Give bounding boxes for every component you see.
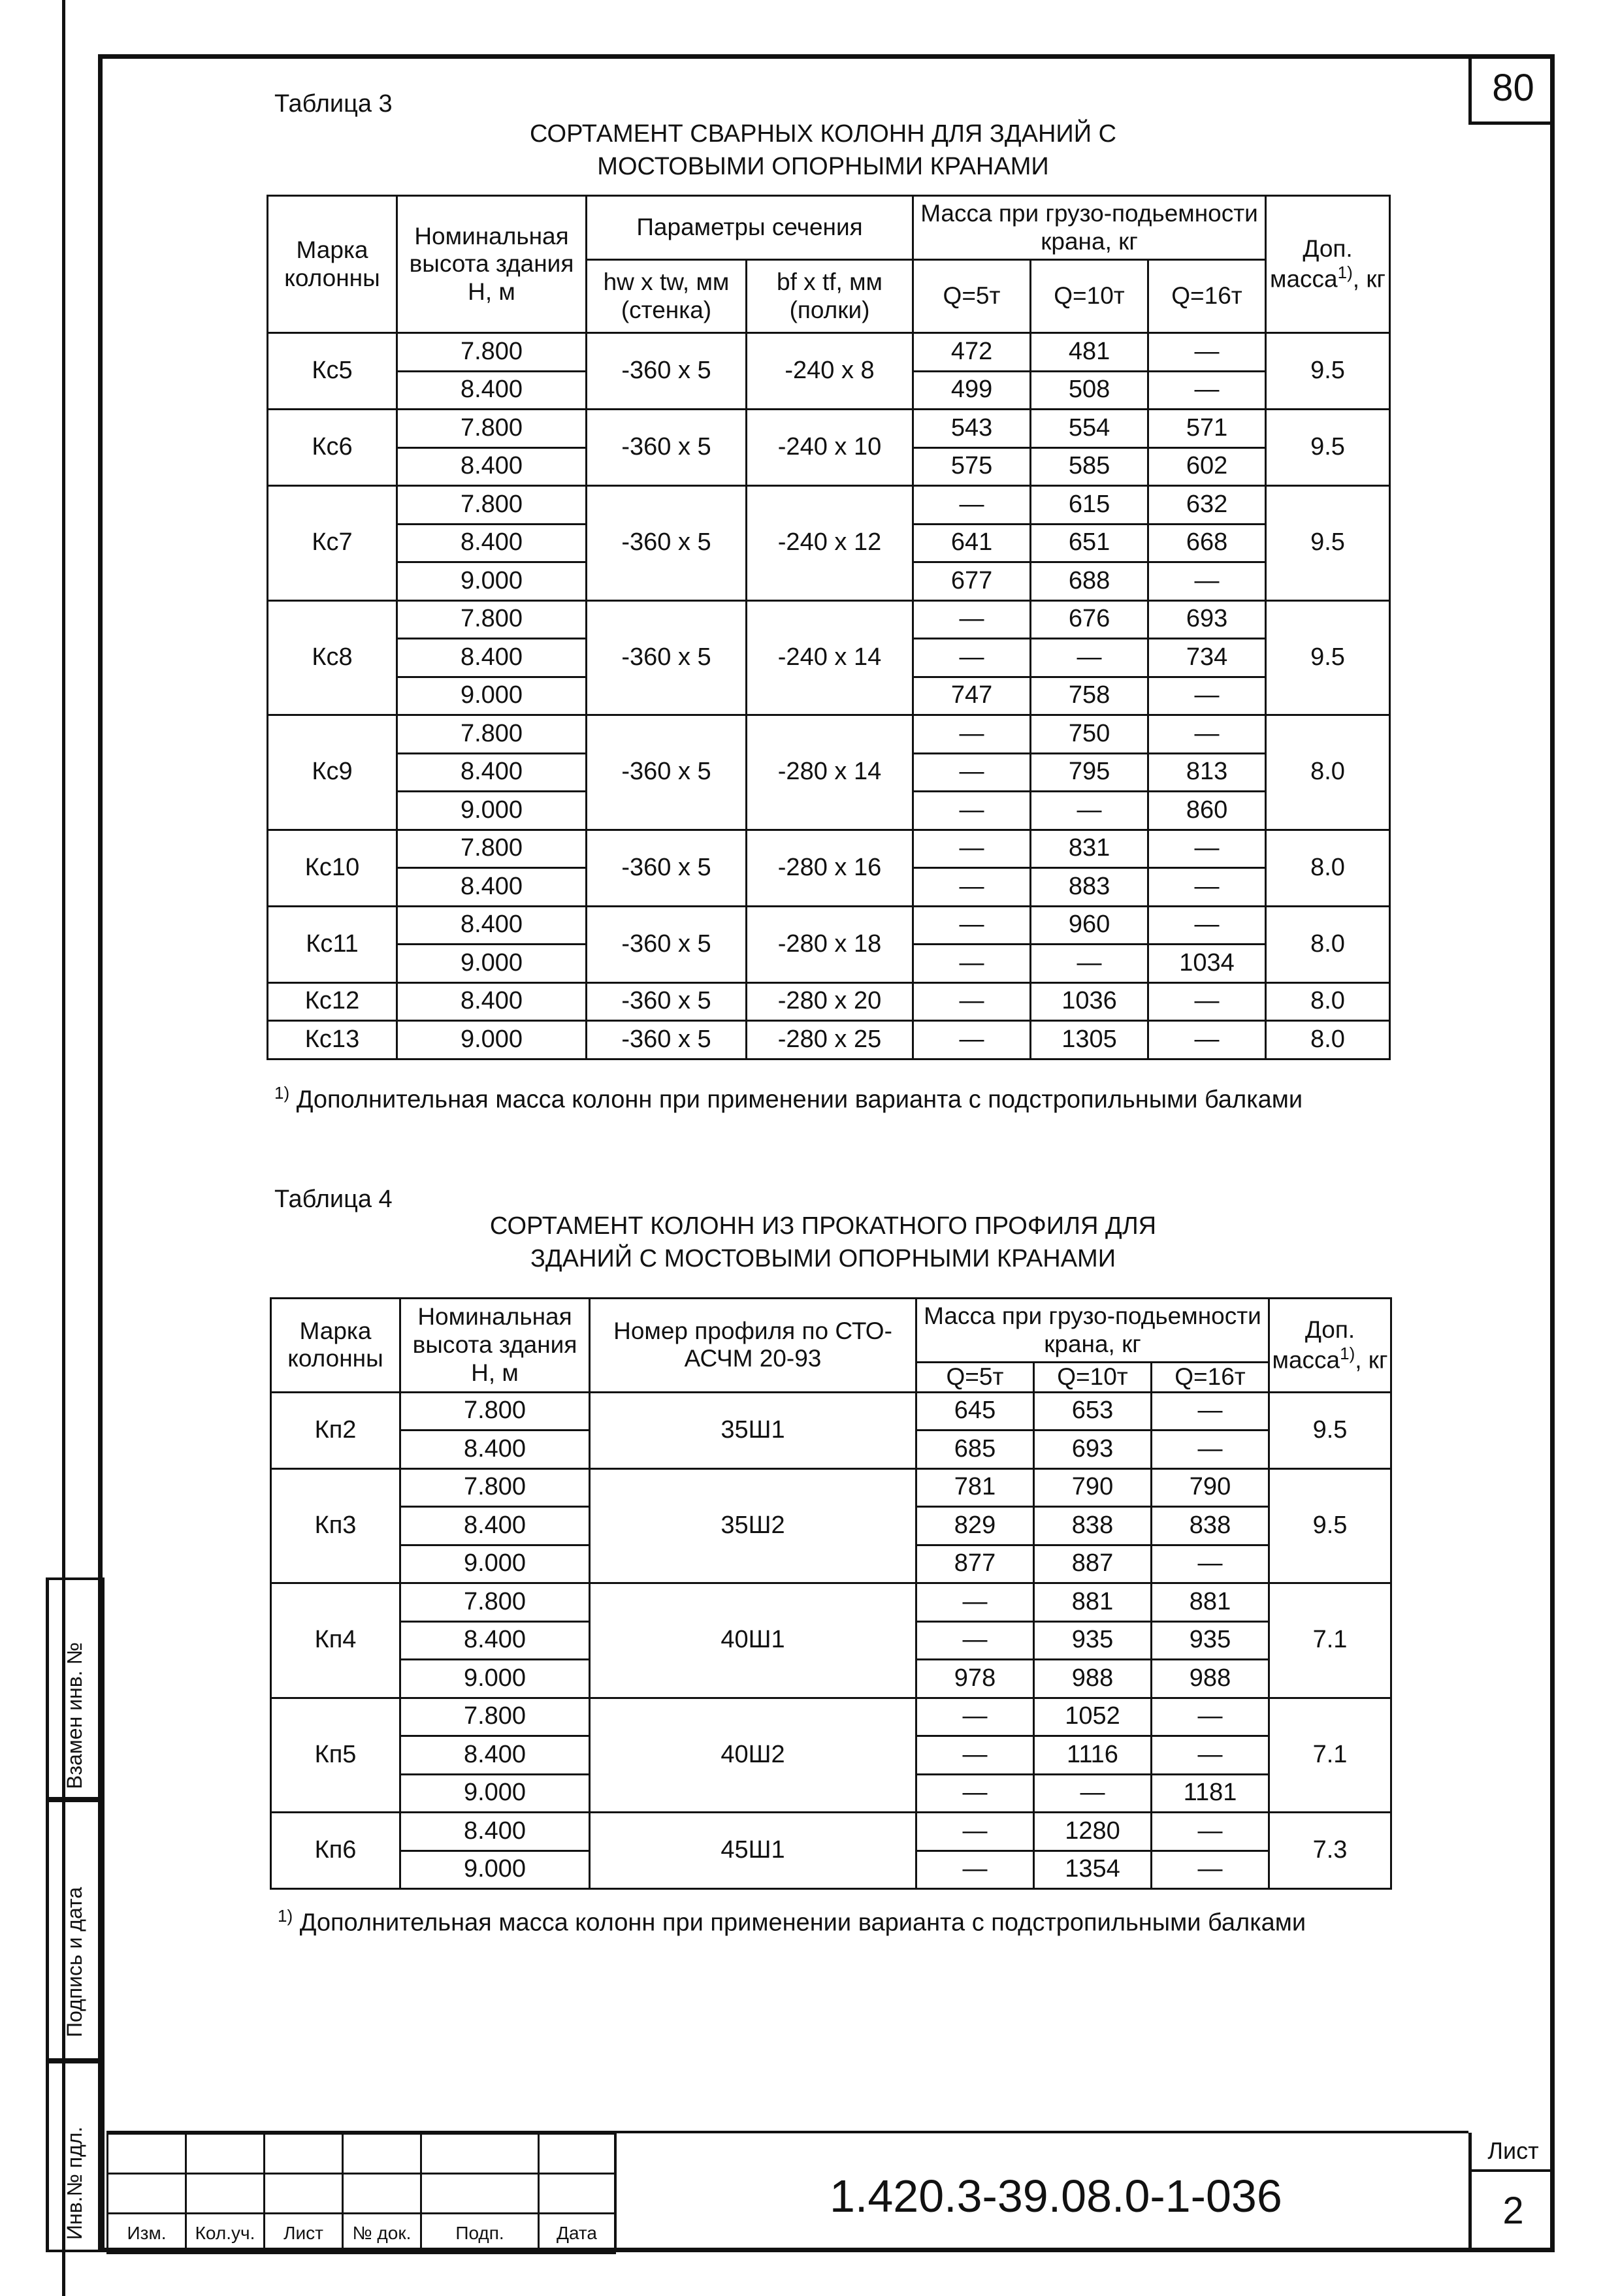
stamp-cell bbox=[186, 2134, 265, 2174]
stamp-cell bbox=[343, 2174, 421, 2214]
table4-q5-cell: — bbox=[916, 1774, 1034, 1813]
stamp-col-doc: № док. bbox=[343, 2214, 421, 2254]
table3-height-cell: 8.400 bbox=[397, 982, 587, 1021]
table3-q10-cell: — bbox=[1031, 945, 1148, 983]
table4-height-cell: 7.800 bbox=[400, 1392, 590, 1431]
table4-q16-cell: 1181 bbox=[1152, 1774, 1269, 1813]
table4-extra-cell: 7.1 bbox=[1269, 1698, 1391, 1813]
table3-web-cell: -360 x 5 bbox=[587, 906, 747, 982]
table3-extra-cell: 9.5 bbox=[1266, 486, 1390, 601]
table3-web-cell: -360 x 5 bbox=[587, 486, 747, 601]
table3-q5-cell: — bbox=[913, 868, 1031, 907]
table3-q5-cell: 499 bbox=[913, 371, 1031, 410]
table4-q16-cell: — bbox=[1152, 1698, 1269, 1736]
table3-q5-cell: — bbox=[913, 830, 1031, 868]
table3-height-cell: 8.400 bbox=[397, 524, 587, 562]
table3-flange-cell: -280 x 18 bbox=[747, 906, 913, 982]
table4-q16-cell: — bbox=[1152, 1545, 1269, 1583]
table3-q5-cell: — bbox=[913, 639, 1031, 677]
table4-q5-cell: — bbox=[916, 1851, 1034, 1889]
table3-flange-cell: -240 x 8 bbox=[747, 333, 913, 410]
table3-mark-cell: Кс12 bbox=[268, 982, 397, 1021]
table3-q16-cell: — bbox=[1148, 371, 1266, 410]
table4-header-mark: Марка колонны bbox=[271, 1299, 400, 1393]
table3-q10-cell: 585 bbox=[1031, 447, 1148, 486]
table3-q16-cell: 1034 bbox=[1148, 945, 1266, 983]
stamp-col-sign: Подп. bbox=[421, 2214, 539, 2254]
table4-q16-cell: 935 bbox=[1152, 1621, 1269, 1660]
table3-mark-cell: Кс10 bbox=[268, 830, 397, 906]
table3-q5-cell: — bbox=[913, 906, 1031, 945]
table3-header-flange bbox=[747, 260, 913, 333]
table4-mark-cell: Кп3 bbox=[271, 1468, 400, 1583]
table4-q5-cell: 978 bbox=[916, 1660, 1034, 1698]
stamp-cell bbox=[421, 2174, 539, 2214]
table3-header-extra-sup: 1) bbox=[1337, 262, 1353, 282]
table3-q10-cell: 831 bbox=[1031, 830, 1148, 868]
table4-extra-cell: 7.1 bbox=[1269, 1583, 1391, 1698]
stamp-cell bbox=[108, 2134, 186, 2174]
table3-q10-cell: 795 bbox=[1031, 753, 1148, 792]
table4-height-cell: 9.000 bbox=[400, 1774, 590, 1813]
table4-mark-cell: Кп2 bbox=[271, 1392, 400, 1468]
table3-q16-cell: — bbox=[1148, 868, 1266, 907]
table3-height-cell: 9.000 bbox=[397, 945, 587, 983]
left-stamp-replace-label: Взамен инв. № bbox=[63, 1642, 86, 1789]
stamp-col-kol: Кол.уч. bbox=[186, 2214, 265, 2254]
stamp-col-list: Лист bbox=[265, 2214, 343, 2254]
table4-height-cell: 8.400 bbox=[400, 1431, 590, 1469]
table3-extra-cell: 9.5 bbox=[1266, 410, 1390, 486]
table3-header-mark: Марка колонны bbox=[268, 196, 397, 333]
left-stamp-inv-cell bbox=[46, 2061, 105, 2252]
table3-q5-cell: — bbox=[913, 982, 1031, 1021]
table4-q16-cell: — bbox=[1152, 1851, 1269, 1889]
table3-height-cell: 7.800 bbox=[397, 333, 587, 372]
table4-profile-cell: 40Ш2 bbox=[590, 1698, 916, 1813]
stamp-cell bbox=[539, 2174, 615, 2214]
table3-height-cell: 7.800 bbox=[397, 410, 587, 448]
table3-height-cell: 9.000 bbox=[397, 792, 587, 830]
table3-mark-cell: Кс13 bbox=[268, 1021, 397, 1059]
table3-header-flange-note: (полки) bbox=[789, 296, 870, 323]
table3-extra-cell: 8.0 bbox=[1266, 715, 1390, 830]
table3-q16-cell: 632 bbox=[1148, 486, 1266, 525]
table3-height-cell: 8.400 bbox=[397, 753, 587, 792]
table4-row bbox=[271, 1392, 1391, 1431]
table3-mark-cell: Кс11 bbox=[268, 906, 397, 982]
table3-q10-cell: 676 bbox=[1031, 600, 1148, 639]
table3-q16-cell: 734 bbox=[1148, 639, 1266, 677]
table3-label: Таблица 3 bbox=[274, 90, 393, 118]
table3-q5-cell: — bbox=[913, 715, 1031, 754]
table3-q16-cell: — bbox=[1148, 677, 1266, 715]
table4-q10-cell: 935 bbox=[1034, 1621, 1152, 1660]
table3-q16-cell: 668 bbox=[1148, 524, 1266, 562]
table3-header-web-dims: hw x tw, мм bbox=[603, 268, 730, 295]
stamp-cell bbox=[421, 2134, 539, 2174]
table3-row bbox=[268, 715, 1390, 754]
table4-row bbox=[271, 1583, 1391, 1622]
table3-q10-cell: — bbox=[1031, 792, 1148, 830]
table4-height-cell: 9.000 bbox=[400, 1660, 590, 1698]
table4-header-profile: Номер профиля по СТО-АСЧМ 20-93 bbox=[590, 1299, 916, 1393]
table4-header-extra bbox=[1269, 1299, 1391, 1393]
table3-web-cell: -360 x 5 bbox=[587, 715, 747, 830]
table3-q10-cell: — bbox=[1031, 639, 1148, 677]
table3-web-cell: -360 x 5 bbox=[587, 600, 747, 715]
table4-q5-cell: 877 bbox=[916, 1545, 1034, 1583]
table3-header-flange-dims: bf x tf, мм bbox=[777, 268, 883, 295]
stamp-cell bbox=[265, 2174, 343, 2214]
table3-header-q16: Q=16т bbox=[1148, 260, 1266, 333]
table3-header-q5: Q=5т bbox=[913, 260, 1031, 333]
table4-q16-cell: 988 bbox=[1152, 1660, 1269, 1698]
table3-header-extra bbox=[1266, 196, 1390, 333]
table4-height-cell: 9.000 bbox=[400, 1851, 590, 1889]
table4-header-extra-sup: 1) bbox=[1340, 1343, 1355, 1363]
table3-q10-cell: 1305 bbox=[1031, 1021, 1148, 1059]
table3-height-cell: 9.000 bbox=[397, 677, 587, 715]
table4-q16-cell: — bbox=[1152, 1813, 1269, 1851]
left-stamp bbox=[46, 1577, 105, 2252]
table3-extra-cell: 9.5 bbox=[1266, 600, 1390, 715]
table3-row bbox=[268, 410, 1390, 448]
table4-q10-cell: 988 bbox=[1034, 1660, 1152, 1698]
table3-web-cell: -360 x 5 bbox=[587, 1021, 747, 1059]
table3-q10-cell: 651 bbox=[1031, 524, 1148, 562]
table3-q5-cell: 472 bbox=[913, 333, 1031, 372]
table3-q16-cell: — bbox=[1148, 1021, 1266, 1059]
table3-mark-cell: Кс8 bbox=[268, 600, 397, 715]
table4-q5-cell: — bbox=[916, 1736, 1034, 1775]
table3-q10-cell: 960 bbox=[1031, 906, 1148, 945]
table4-height-cell: 7.800 bbox=[400, 1698, 590, 1736]
table3-header-q10: Q=10т bbox=[1031, 260, 1148, 333]
table4-header-q10: Q=10т bbox=[1034, 1363, 1152, 1393]
table3-extra-cell: 9.5 bbox=[1266, 333, 1390, 410]
table3-mark-cell: Кс7 bbox=[268, 486, 397, 601]
table3-height-cell: 7.800 bbox=[397, 830, 587, 868]
table4-q5-cell: 685 bbox=[916, 1431, 1034, 1469]
table3-header-extra-text: Доп. масса bbox=[1270, 235, 1353, 293]
table3-flange-cell: -280 x 25 bbox=[747, 1021, 913, 1059]
table3-title: СОРТАМЕНТ СВАРНЫХ КОЛОНН ДЛЯ ЗДАНИЙ С МОСТОВЫМИ ОПОРНЫМИ КРАНАМИ bbox=[529, 120, 1117, 180]
table3-web-cell: -360 x 5 bbox=[587, 982, 747, 1021]
table3-flange-cell: -280 x 20 bbox=[747, 982, 913, 1021]
table3-q16-cell: — bbox=[1148, 982, 1266, 1021]
table3-q10-cell: 750 bbox=[1031, 715, 1148, 754]
table4-q5-cell: 781 bbox=[916, 1468, 1034, 1507]
table3-web-cell: -360 x 5 bbox=[587, 333, 747, 410]
table4-footnote bbox=[278, 1906, 1306, 1937]
table3-q10-cell: 688 bbox=[1031, 562, 1148, 601]
table3-flange-cell: -240 x 12 bbox=[747, 486, 913, 601]
table4-q5-cell: 645 bbox=[916, 1392, 1034, 1431]
table4-q10-cell: 1116 bbox=[1034, 1736, 1152, 1775]
table3-height-cell: 7.800 bbox=[397, 600, 587, 639]
table3-q16-cell: — bbox=[1148, 830, 1266, 868]
table4-mark-cell: Кп6 bbox=[271, 1813, 400, 1889]
table3-row bbox=[268, 830, 1390, 868]
table3-flange-cell: -280 x 16 bbox=[747, 830, 913, 906]
table4-q10-cell: 887 bbox=[1034, 1545, 1152, 1583]
table4-q5-cell: — bbox=[916, 1583, 1034, 1622]
page-number: 80 bbox=[1468, 54, 1555, 125]
table4-q16-cell: — bbox=[1152, 1392, 1269, 1431]
table4-extra-cell: 7.3 bbox=[1269, 1813, 1391, 1889]
table4 bbox=[270, 1297, 1392, 1890]
table3-row bbox=[268, 333, 1390, 372]
table4-profile-cell: 45Ш1 bbox=[590, 1813, 916, 1889]
table3-height-cell: 8.400 bbox=[397, 868, 587, 907]
table4-q10-cell: 881 bbox=[1034, 1583, 1152, 1622]
table3-q5-cell: — bbox=[913, 753, 1031, 792]
table3-header-web bbox=[587, 260, 747, 333]
table4-profile-cell: 35Ш2 bbox=[590, 1468, 916, 1583]
table3-extra-cell: 8.0 bbox=[1266, 1021, 1390, 1059]
left-stamp-inv-label: Инв.№ пдл. bbox=[63, 2126, 86, 2240]
table4-q5-cell: — bbox=[916, 1813, 1034, 1851]
table3-q10-cell: 615 bbox=[1031, 486, 1148, 525]
table3-q16-cell: 693 bbox=[1148, 600, 1266, 639]
table4-row bbox=[271, 1468, 1391, 1507]
table4-q10-cell: 1354 bbox=[1034, 1851, 1152, 1889]
table4-height-cell: 8.400 bbox=[400, 1621, 590, 1660]
table3-q10-cell: 883 bbox=[1031, 868, 1148, 907]
table3-row bbox=[268, 906, 1390, 945]
table3-extra-cell: 8.0 bbox=[1266, 906, 1390, 982]
table4-height-cell: 9.000 bbox=[400, 1545, 590, 1583]
table4-extra-cell: 9.5 bbox=[1269, 1468, 1391, 1583]
table3-height-cell: 7.800 bbox=[397, 486, 587, 525]
table3-extra-cell: 8.0 bbox=[1266, 982, 1390, 1021]
table4-footnote-text: Дополнительная масса колонн при применении варианта с подстропильными балками bbox=[299, 1909, 1306, 1937]
table3-web-cell: -360 x 5 bbox=[587, 410, 747, 486]
table3-height-cell: 9.000 bbox=[397, 1021, 587, 1059]
table3-header-mass: Масса при грузо-подьемности крана, кг bbox=[913, 196, 1266, 260]
table4-q16-cell: — bbox=[1152, 1431, 1269, 1469]
table3-q16-cell: — bbox=[1148, 715, 1266, 754]
table3-header-web-note: (стенка) bbox=[621, 296, 712, 323]
table3-q5-cell: — bbox=[913, 792, 1031, 830]
document-code: 1.420.3-39.08.0-1-036 bbox=[830, 2171, 1282, 2222]
table4-q16-cell: 838 bbox=[1152, 1507, 1269, 1545]
table4-mark-cell: Кп4 bbox=[271, 1583, 400, 1698]
table4-footnote-sup: 1) bbox=[278, 1906, 293, 1926]
table3-q5-cell: — bbox=[913, 600, 1031, 639]
table4-height-cell: 8.400 bbox=[400, 1736, 590, 1775]
sheet-label: Лист bbox=[1472, 2133, 1555, 2172]
table3-row bbox=[268, 1021, 1390, 1059]
table4-q16-cell: — bbox=[1152, 1736, 1269, 1775]
table3-q10-cell: 481 bbox=[1031, 333, 1148, 372]
table3-footnote-sup: 1) bbox=[274, 1083, 290, 1103]
table3-q16-cell: — bbox=[1148, 906, 1266, 945]
table3-web-cell: -360 x 5 bbox=[587, 830, 747, 906]
table3-q5-cell: — bbox=[913, 486, 1031, 525]
left-stamp-replace-cell bbox=[46, 1577, 105, 1800]
table3-height-cell: 9.000 bbox=[397, 562, 587, 601]
table3-q5-cell: — bbox=[913, 945, 1031, 983]
table4-height-cell: 8.400 bbox=[400, 1507, 590, 1545]
table3-row bbox=[268, 982, 1390, 1021]
table3-footnote bbox=[274, 1083, 1303, 1114]
table3-row bbox=[268, 600, 1390, 639]
stamp-cell bbox=[343, 2134, 421, 2174]
table3-q5-cell: — bbox=[913, 1021, 1031, 1059]
table3-flange-cell: -280 x 14 bbox=[747, 715, 913, 830]
table4-height-cell: 8.400 bbox=[400, 1813, 590, 1851]
table4-label: Таблица 4 bbox=[274, 1186, 393, 1213]
stamp-cell bbox=[265, 2134, 343, 2174]
table3-q16-cell: 602 bbox=[1148, 447, 1266, 486]
table3-mark-cell: Кс6 bbox=[268, 410, 397, 486]
table4-row bbox=[271, 1813, 1391, 1851]
table4-mark-cell: Кп5 bbox=[271, 1698, 400, 1813]
table4-q10-cell: 790 bbox=[1034, 1468, 1152, 1507]
sheet-box bbox=[1468, 2133, 1555, 2252]
table4-q10-cell: — bbox=[1034, 1774, 1152, 1813]
table4-q10-cell: 653 bbox=[1034, 1392, 1152, 1431]
table4-q16-cell: 790 bbox=[1152, 1468, 1269, 1507]
table4-header-q16: Q=16т bbox=[1152, 1363, 1269, 1393]
table3-q10-cell: 508 bbox=[1031, 371, 1148, 410]
table4-q5-cell: — bbox=[916, 1621, 1034, 1660]
stamp-col-date: Дата bbox=[539, 2214, 615, 2254]
table4-header-extra-unit: , кг bbox=[1355, 1346, 1388, 1373]
table3-q16-cell: — bbox=[1148, 562, 1266, 601]
table3-q5-cell: 641 bbox=[913, 524, 1031, 562]
table3-q5-cell: 543 bbox=[913, 410, 1031, 448]
table4-q16-cell: 881 bbox=[1152, 1583, 1269, 1622]
table3-q16-cell: 571 bbox=[1148, 410, 1266, 448]
table3-q16-cell: 813 bbox=[1148, 753, 1266, 792]
stamp-col-izm: Изм. bbox=[108, 2214, 186, 2254]
table3-mark-cell: Кс5 bbox=[268, 333, 397, 410]
table3-q5-cell: 677 bbox=[913, 562, 1031, 601]
table3-extra-cell: 8.0 bbox=[1266, 830, 1390, 906]
table4-q10-cell: 1280 bbox=[1034, 1813, 1152, 1851]
stamp-cell bbox=[108, 2174, 186, 2214]
table3-q10-cell: 758 bbox=[1031, 677, 1148, 715]
table4-extra-cell: 9.5 bbox=[1269, 1392, 1391, 1468]
table4-height-cell: 7.800 bbox=[400, 1583, 590, 1622]
table3-header-section: Параметры сечения bbox=[587, 196, 913, 260]
table3-q16-cell: — bbox=[1148, 333, 1266, 372]
table3-row bbox=[268, 486, 1390, 525]
table3-q5-cell: 575 bbox=[913, 447, 1031, 486]
table3-q10-cell: 554 bbox=[1031, 410, 1148, 448]
stamp-cell bbox=[186, 2174, 265, 2214]
table3-height-cell: 7.800 bbox=[397, 715, 587, 754]
table4-profile-cell: 35Ш1 bbox=[590, 1392, 916, 1468]
sheet-number: 2 bbox=[1502, 2189, 1524, 2232]
table4-header-height: Номинальная высота здания Н, м bbox=[400, 1299, 590, 1393]
table3-height-cell: 8.400 bbox=[397, 639, 587, 677]
table4-q10-cell: 1052 bbox=[1034, 1698, 1152, 1736]
stamp-cell bbox=[539, 2134, 615, 2174]
table3-header-extra-unit: , кг bbox=[1352, 265, 1386, 293]
table4-q5-cell: — bbox=[916, 1698, 1034, 1736]
table4-q5-cell: 829 bbox=[916, 1507, 1034, 1545]
table3-flange-cell: -240 x 14 bbox=[747, 600, 913, 715]
left-stamp-sign-cell bbox=[46, 1800, 105, 2061]
table4-q10-cell: 838 bbox=[1034, 1507, 1152, 1545]
table4-header-q5: Q=5т bbox=[916, 1363, 1034, 1393]
table4-profile-cell: 40Ш1 bbox=[590, 1583, 916, 1698]
table3-height-cell: 8.400 bbox=[397, 371, 587, 410]
table4-q10-cell: 693 bbox=[1034, 1431, 1152, 1469]
table4-title: СОРТАМЕНТ КОЛОНН ИЗ ПРОКАТНОГО ПРОФИЛЯ ДЛЯ ЗДАНИЙ С МОСТОВЫМИ ОПОРНЫМИ КРАНАМИ bbox=[489, 1212, 1157, 1272]
table3-height-cell: 8.400 bbox=[397, 906, 587, 945]
table4-row bbox=[271, 1698, 1391, 1736]
table3-flange-cell: -240 x 10 bbox=[747, 410, 913, 486]
table3 bbox=[267, 195, 1391, 1060]
left-stamp-sign-label: Подпись и дата bbox=[63, 1886, 86, 2037]
table3-mark-cell: Кс9 bbox=[268, 715, 397, 830]
table3-header-height: Номинальная высота здания Н, м bbox=[397, 196, 587, 333]
table3-height-cell: 8.400 bbox=[397, 447, 587, 486]
table3-q16-cell: 860 bbox=[1148, 792, 1266, 830]
table3-footnote-text: Дополнительная масса колонн при применении варианта с подстропильными балками bbox=[296, 1086, 1303, 1114]
revision-stamp bbox=[106, 2133, 616, 2254]
table4-header-mass: Масса при грузо-подьемности крана, кг bbox=[916, 1299, 1269, 1363]
table4-height-cell: 7.800 bbox=[400, 1468, 590, 1507]
table4-header-extra-text: Доп. масса bbox=[1272, 1316, 1355, 1373]
table3-q10-cell: 1036 bbox=[1031, 982, 1148, 1021]
table3-q5-cell: 747 bbox=[913, 677, 1031, 715]
